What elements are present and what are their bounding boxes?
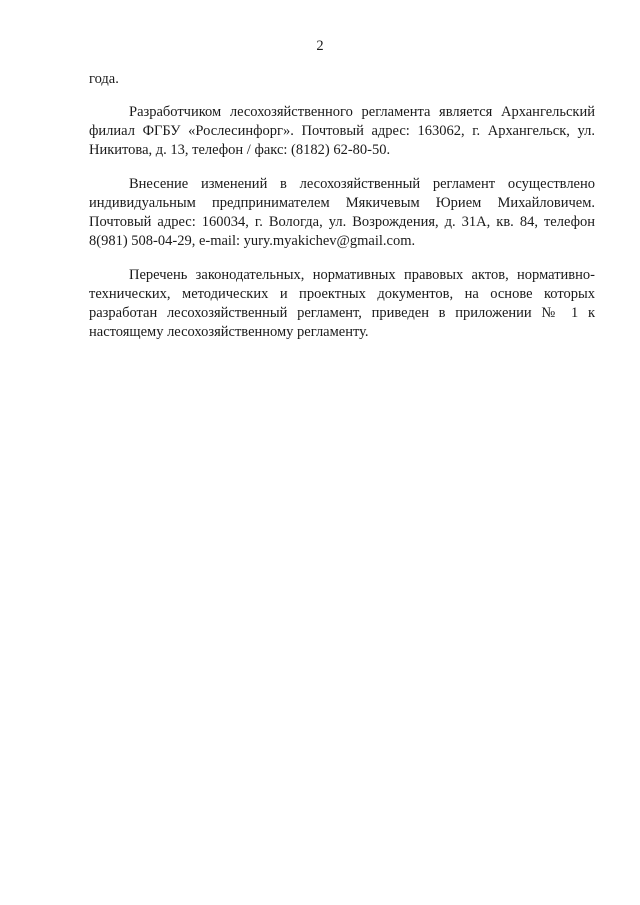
paragraph-developer: Разработчиком лесохозяйственного регламента является Архангельский филиал ФГБУ «Рослесинфорг». Почтовый адрес: 163062, г. Архангельск, ул. Никитова, д. 13, телефон / факс: (8182) 62-80-50.: [89, 104, 595, 158]
page-number: 2: [316, 38, 324, 54]
paragraph-amendments: Внесение изменений в лесохозяйственный регламент осуществлено индивидуальным предпринимателем Мякичевым Юрием Михайловичем. Почтовый адрес: 160034, г. Вологда, ул. Возрождения, д. 31А, кв. 84, телефон 8(981) 508-04-29, e-mail: yury.myakichev@gmail.com.: [89, 176, 595, 249]
document-body: [89, 70, 595, 357]
paragraph-legal-basis: Перечень законодательных, нормативных правовых актов, нормативно-технических, методических и проектных документов, на основе которых разработан лесохозяйственный регламент, приведен в приложении № 1 к настоящему лесохозяйственному регламенту.: [89, 267, 595, 340]
paragraph-continuation: года.: [89, 71, 119, 87]
